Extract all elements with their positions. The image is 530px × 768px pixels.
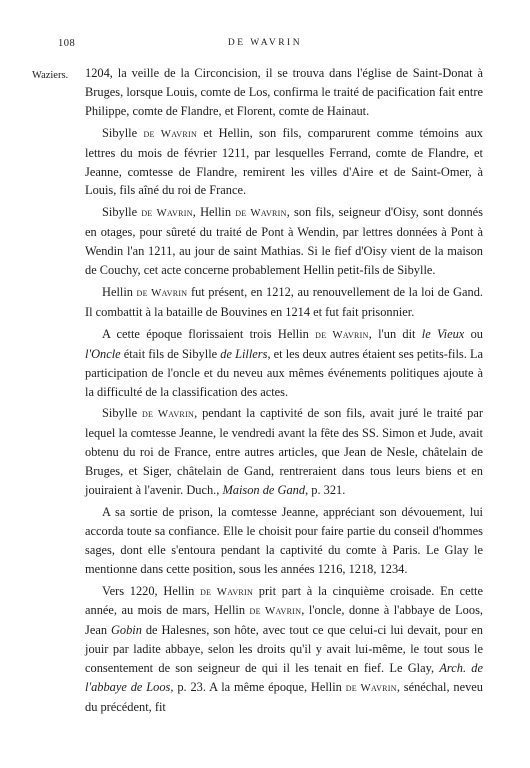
paragraph-8 (85, 582, 483, 717)
text-run: Sibylle (102, 205, 142, 220)
italic-text: l'Oncle (85, 346, 121, 361)
text-run: A cette époque florissaient trois Hellin (102, 326, 316, 341)
text-run: , l'un dit (368, 326, 422, 341)
paragraph-4 (85, 283, 483, 322)
small-caps-name: de Wavrin (143, 127, 198, 140)
text-run: et Hellin, son fils, comparurent comme témoins aux lettres du mois de février 1211, par lesquelles Ferrand, comte de Flandre, et Jeanne, comtesse de Flandre, remirent les villes d'Aire et de Saint-Omer, à Louis, fils aîné du roi de France. (85, 125, 483, 198)
italic-text: Gobin (110, 623, 142, 638)
text-run: A sa sortie de prison, la comtesse Jeanne, appréciant son dévouement, lui accorda toute sa confiance. Elle le choisit pour faire partie du conseil d'hommes sages, dont elle s'entoura pendant la captivité du comte à Paris. Le Glay le mentionne dans cette position, sous les années 1216, 1218, 1234. (85, 504, 483, 576)
text-run: , p. 23. A la même époque, Hellin (170, 680, 346, 695)
text-run: , p. 321. (305, 483, 346, 498)
text-run: , et les deux autres étaient ses petits-fils. La participation de l'oncle et du neveu aux mêmes événements politiques ajoute à la difficulté de la classification des actes. (85, 346, 484, 399)
text-run: Vers 1220, Hellin (102, 583, 201, 598)
small-caps-name: de Wavrin (141, 207, 193, 220)
italic-text: Maison de Gand (222, 483, 306, 498)
text-run: Sibylle (102, 125, 144, 140)
text-run: , l'oncle, donne à l'abbaye de Loos, Jean (85, 603, 483, 638)
text-run: , sénéchal, neveu du précédent, fit (85, 680, 483, 714)
running-head: DE WAVRIN (227, 38, 303, 48)
small-caps-name: de Wavrin (235, 207, 287, 220)
paragraph-2 (85, 124, 483, 201)
text-run: fut présent, en 1212, au renouvellement de la loi de Gand. Il combattit à la bataille de Bouvines en 1214 et fut fait prisonnier. (85, 284, 483, 319)
text-run: 1204, la veille de la Circoncision, il se trouva dans l'église de Saint-Donat à Bruges, lorsque Louis, comte de Los, confirma le traité de pacification fait entre Philippe, comte de Flandre, et Florent, comte de Hainaut. (85, 66, 483, 118)
text-run: Hellin (102, 284, 137, 299)
small-caps-name: de Wavrin (345, 682, 397, 695)
italic-text: le Vieux (421, 326, 465, 341)
paragraph-1 (85, 64, 483, 121)
body-text (85, 64, 483, 720)
page-number: 108 (58, 38, 76, 49)
text-run: ou (464, 326, 483, 341)
small-caps-name: de Wavrin (136, 286, 188, 299)
small-caps-name: de Wavrin (315, 328, 369, 341)
text-run: , son fils, seigneur d'Oisy, sont donnés en otages, pour sûreté du traité de Pont à Wendin, par lettres données à Pont à Wendin l'an 1211, au jour de saint Mathias. Si le fief d'Oisy vient de la maison de Couchy, cet acte concerne probablement Hellin petit-fils de Sibylle. (85, 205, 483, 278)
text-run: était fils de Sibylle (120, 346, 221, 361)
text-run: prit part à la cinquième croisade. En cette année, au mois de mars, Hellin (85, 583, 483, 618)
paragraph-3 (85, 203, 483, 280)
paragraph-5 (85, 325, 483, 402)
small-caps-name: de Wavrin (249, 605, 302, 618)
margin-note: Waziers. (32, 70, 69, 81)
text-run: , Hellin (192, 205, 236, 220)
paragraph-7 (85, 503, 483, 579)
text-run: de Halesnes, son hôte, avec tout ce que celui-ci lui devait, pour en jouir par ladite abbaye, selon les droits qu'il y avait lui-même, le tout sous le consentement de son seigneur de qui il les tenait en fief. Le Glay, (85, 623, 483, 676)
paragraph-6 (85, 404, 483, 500)
small-caps-name: de Wavrin (141, 408, 195, 421)
text-run: Sibylle (102, 406, 142, 421)
text-run: , pendant la captivité de son fils, avait juré le traité par lequel la comtesse Jeanne, le vendredi avant la fête des SS. Simon et Jude, avait obtenu du roi de France, entre autres articles, que Jean de Nesle, châtelain de Bruges, et Siger, châtelain de Gand, rentreraient dans tous leurs biens et en jouiraient à l'avenir. Duch., (85, 406, 483, 498)
italic-text: Arch. de l'abbaye de Loos (85, 661, 483, 695)
italic-text: de Lillers (220, 346, 268, 361)
small-caps-name: de Wavrin (200, 585, 254, 598)
